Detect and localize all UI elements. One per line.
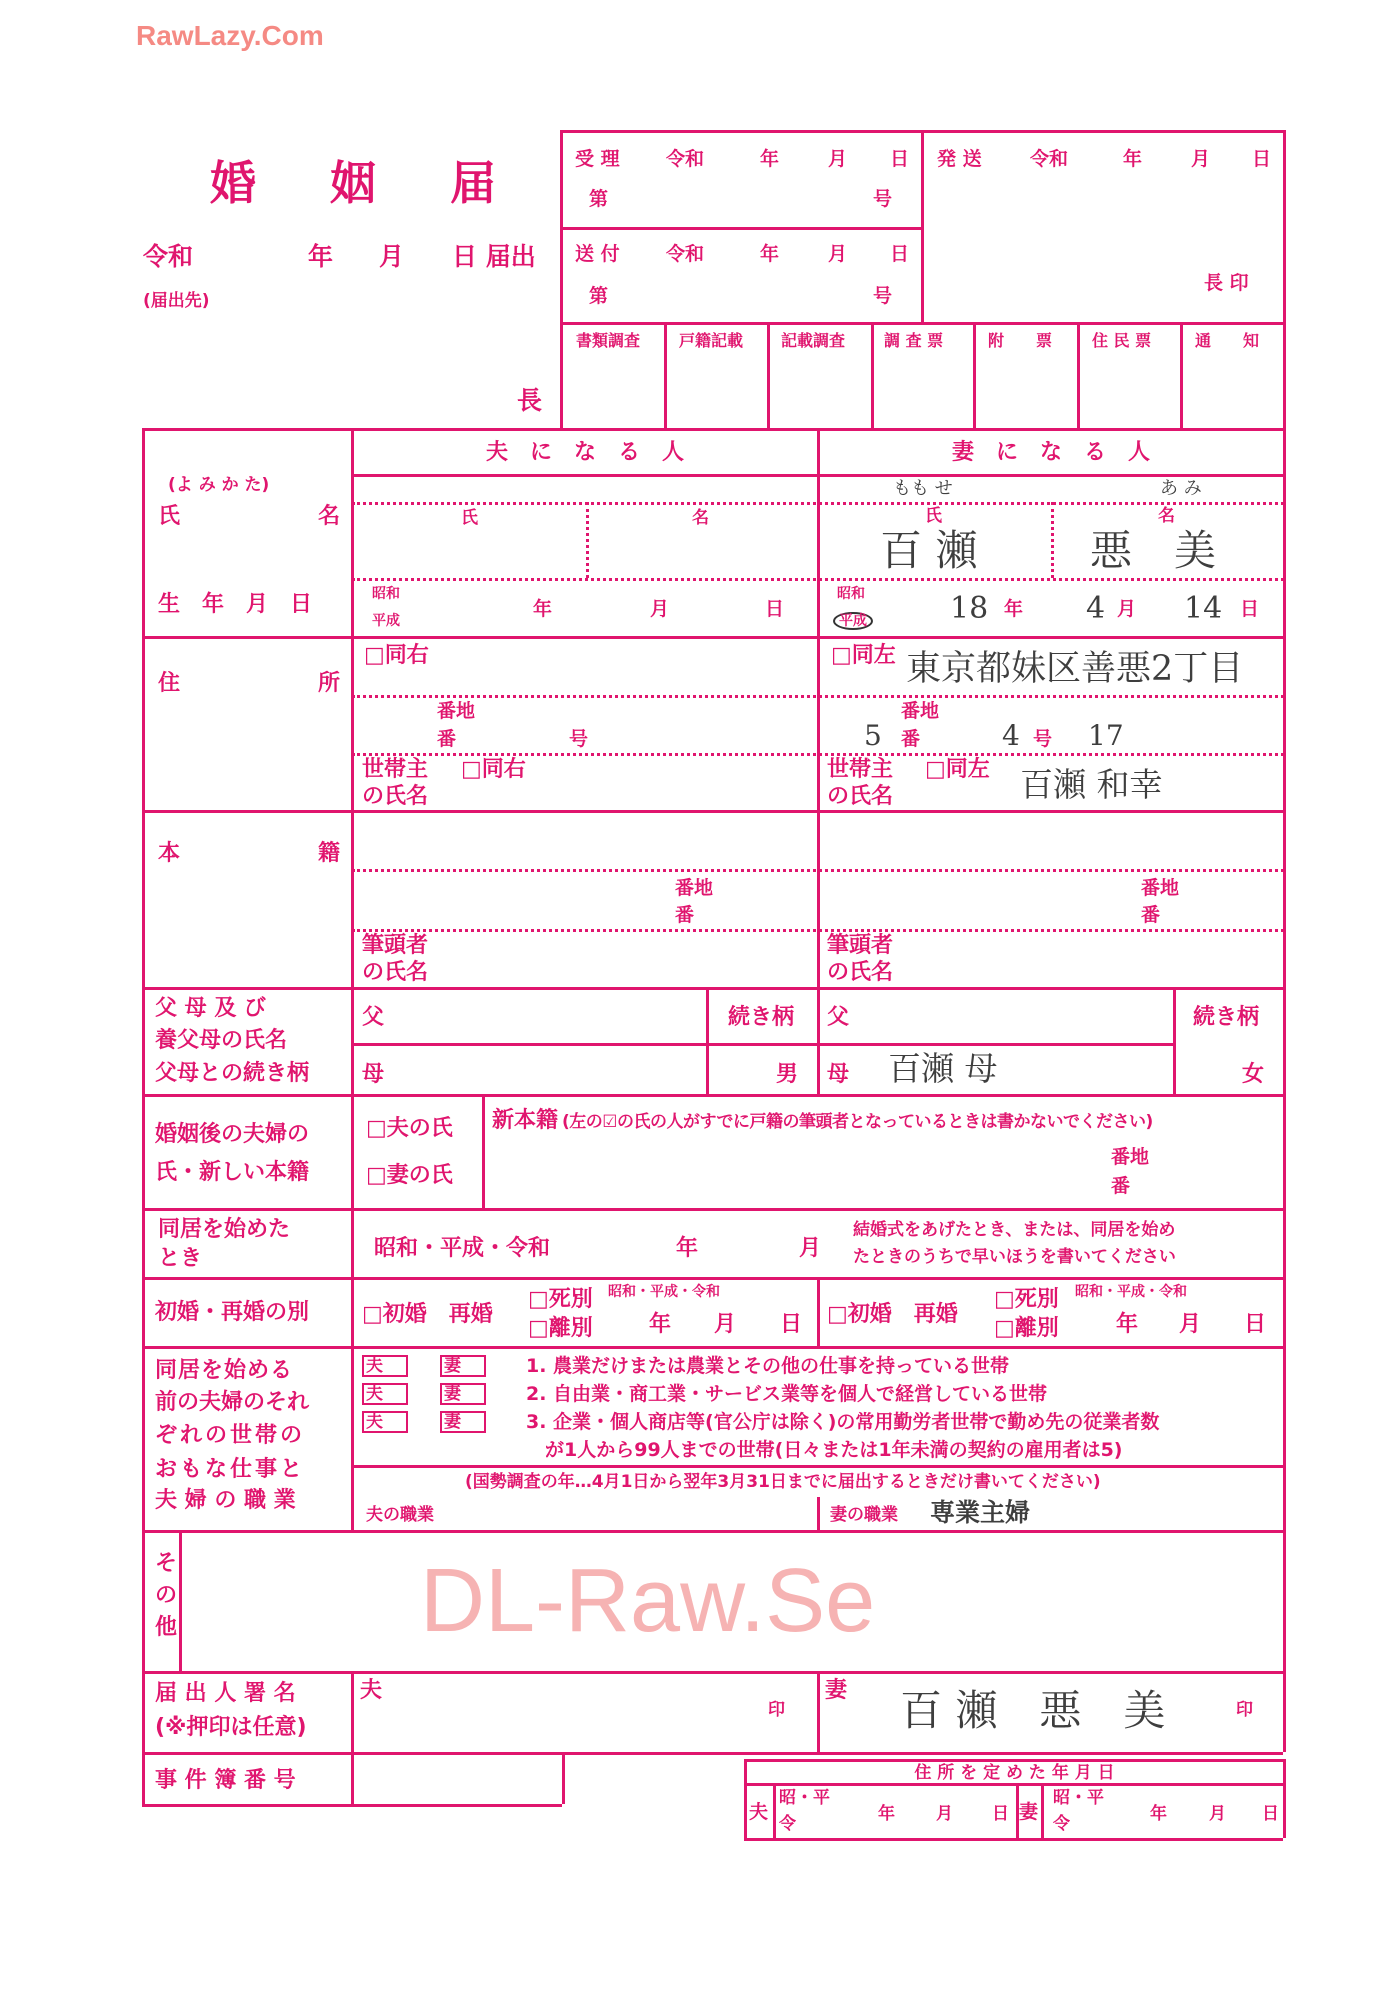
wife-type3-box[interactable]: [440, 1411, 486, 1433]
parents-label-1: 父 母 及 び: [155, 996, 266, 1021]
wife-surname-label: 氏: [925, 506, 942, 526]
wife-birth-year-value[interactable]: 18: [950, 591, 989, 626]
wife-address-same-checkbox[interactable]: □同左: [831, 643, 896, 668]
wife-given-field[interactable]: 悪 美: [1090, 526, 1217, 575]
form-rule: [1016, 1783, 1019, 1838]
wife-bereaved-checkbox[interactable]: □死別: [994, 1287, 1059, 1312]
form-rule: [351, 1465, 1283, 1468]
wife-birth-year-label: 年: [1004, 598, 1024, 620]
send-era: 令和: [1030, 148, 1069, 170]
submit-era: 令和: [143, 242, 194, 271]
husband-bereaved-checkbox[interactable]: □死別: [528, 1287, 593, 1312]
husband-remarriage-day: 日: [780, 1312, 803, 1337]
forward-dai: 第: [589, 285, 609, 307]
wife-surname-checkbox[interactable]: □妻の氏: [366, 1163, 453, 1188]
signature-label-2: (※押印は任意): [155, 1715, 307, 1740]
signature-label-1: 届 出 人 署 名: [155, 1681, 296, 1706]
box-label: 妻: [444, 1384, 461, 1404]
other-label-1: そ: [155, 1551, 178, 1576]
form-rule: [351, 428, 354, 1530]
form-rule: [560, 130, 563, 428]
submit-day: 日 届出: [452, 242, 536, 271]
form-dotted-rule: [352, 929, 1284, 932]
box-label: 妻: [444, 1412, 461, 1432]
address-label-2: 所: [318, 671, 341, 696]
birth-label: 生 年 月 日: [158, 592, 313, 617]
wife-remarriage-day: 日: [1244, 1312, 1267, 1337]
honseki-label-2: 籍: [318, 841, 341, 866]
box-label: 夫: [366, 1356, 383, 1376]
occupation-label-1: 同居を始める: [155, 1358, 294, 1383]
wife-ban: 番: [901, 728, 921, 750]
other-label-2: の: [155, 1583, 178, 1608]
form-dotted-rule: [352, 502, 1284, 505]
husband-householder-label-2: の氏名: [362, 784, 429, 809]
wife-job-label: 妻の職業: [830, 1505, 898, 1525]
cohabit-label-2: とき: [158, 1246, 203, 1271]
husband-job-label: 夫の職業: [366, 1505, 434, 1525]
send-day: 日: [1252, 148, 1272, 170]
husband-householder-label-1: 世帯主: [362, 757, 429, 782]
wife-remarriage-year: 年: [1116, 1312, 1139, 1337]
wife-father-label: 父: [827, 1005, 850, 1030]
husband-go: 号: [569, 728, 589, 750]
form-rule: [773, 1783, 776, 1838]
send-year: 年: [1123, 148, 1143, 170]
form-rule: [142, 1346, 1283, 1349]
wife-birth-day-value[interactable]: 14: [1184, 591, 1223, 626]
address-date-husband-month: 月: [936, 1804, 953, 1824]
husband-given-label: 名: [692, 508, 709, 528]
wife-signature-field[interactable]: 百 瀬 悪 美: [900, 1686, 1166, 1735]
wife-furigana-given[interactable]: あ み: [1160, 478, 1202, 499]
wife-mother-field[interactable]: 百瀬 母: [888, 1049, 998, 1088]
occupation-item-3: 3. 企業・個人商店等(官公庁は除く)の常用勤労者世帯で勤め先の従業者数: [526, 1411, 1160, 1433]
form-rule: [142, 1752, 1283, 1755]
form-rule: [1041, 1783, 1044, 1838]
chief-seal-label: 長 印: [1204, 272, 1249, 294]
after-marriage-label-1: 婚姻後の夫婦の: [155, 1122, 310, 1147]
name-label-2: 名: [318, 504, 341, 529]
wife-address-field[interactable]: 東京都妹区善悪2丁目: [906, 649, 1244, 689]
form-rule: [1283, 1759, 1286, 1838]
wife-householder-label-1: 世帯主: [827, 757, 894, 782]
form-rule: [767, 322, 770, 428]
form-dotted-rule: [352, 753, 1284, 756]
wife-householder-label-2: の氏名: [827, 784, 894, 809]
form-rule: [562, 1752, 565, 1804]
form-rule: [1173, 987, 1176, 1094]
address-date-husband-year: 年: [878, 1804, 895, 1824]
wife-address-ban-value[interactable]: 5: [864, 719, 882, 752]
receipt-month: 月: [828, 148, 848, 170]
form-rule: [142, 1671, 1283, 1674]
form-rule: [664, 322, 667, 428]
wife-householder-field[interactable]: 百瀬 和幸: [1020, 765, 1163, 804]
cell-entry-check: 記載調査: [781, 331, 846, 350]
send-month: 月: [1191, 148, 1211, 170]
husband-type1-box[interactable]: [362, 1355, 408, 1377]
form-rule: [351, 1671, 354, 1804]
address-date-wife-month: 月: [1209, 1804, 1226, 1824]
husband-surname-label: 氏: [461, 508, 478, 528]
address-date-wife-rei: 令: [1053, 1814, 1070, 1834]
form-title-1: 婚: [210, 156, 256, 210]
wife-type1-box[interactable]: [440, 1355, 486, 1377]
form-rule: [817, 428, 820, 1094]
occupation-item-1: 1. 農業だけまたは農業とその他の仕事を持っている世帯: [526, 1355, 1010, 1377]
receipt-day: 日: [890, 148, 910, 170]
form-rule: [921, 130, 924, 322]
husband-type3-box[interactable]: [362, 1411, 408, 1433]
form-rule: [817, 1671, 820, 1752]
cell-survey-slip: 調 査 票: [884, 331, 944, 350]
form-rule: [142, 428, 1283, 431]
new-honseki-label: 新本籍: [492, 1108, 559, 1133]
address-date-husband-rei: 令: [779, 1814, 796, 1834]
cohabit-era: 昭和・平成・令和: [374, 1236, 551, 1261]
cell-registry-entry: 戸籍記載: [679, 331, 744, 350]
address-date-wife-era: 昭・平: [1053, 1788, 1104, 1808]
wife-banchi: 番地: [901, 700, 940, 722]
forward-month: 月: [828, 243, 848, 265]
occupation-item-2: 2. 自由業・商工業・サービス業等を個人で経営している世帯: [526, 1383, 1048, 1405]
wife-remarriage-era: 昭和・平成・令和: [1075, 1284, 1187, 1300]
form-rule: [744, 1759, 747, 1838]
form-rule: [142, 428, 145, 1804]
wife-householder-same-checkbox[interactable]: □同左: [925, 757, 990, 782]
occupation-label-3: ぞれの世帯の: [155, 1423, 306, 1448]
occupation-label-4: おもな仕事と: [155, 1457, 306, 1482]
wife-surname-field[interactable]: 百 瀬: [880, 526, 978, 575]
new-honseki-banchi: 番地: [1111, 1146, 1150, 1168]
send-label: 発 送: [937, 148, 982, 170]
form-rule: [142, 1094, 1283, 1097]
wife-type2-box[interactable]: [440, 1383, 486, 1405]
new-honseki-ban: 番: [1111, 1175, 1131, 1197]
case-number-label: 事 件 簿 番 号: [155, 1768, 296, 1793]
husband-householder-same-checkbox[interactable]: □同右: [461, 757, 526, 782]
husband-remarriage-era: 昭和・平成・令和: [608, 1284, 720, 1300]
husband-showa: 昭和: [372, 586, 400, 602]
address-date-husband-era: 昭・平: [779, 1788, 830, 1808]
cohabit-month: 月: [799, 1236, 822, 1261]
forward-go: 号: [873, 285, 893, 307]
destination-label: (届出先): [143, 291, 210, 311]
form-rule: [871, 322, 874, 428]
cell-notice: 通 知: [1195, 331, 1260, 350]
form-rule: [1077, 322, 1080, 428]
husband-seal-label: 印: [768, 1700, 785, 1720]
form-rule: [351, 474, 1283, 477]
wife-furigana-surname[interactable]: もも せ: [893, 478, 953, 499]
husband-birth-month: 月: [650, 598, 670, 620]
wife-address-extra-value[interactable]: 17: [1088, 719, 1124, 752]
wife-birth-month-label: 月: [1117, 598, 1137, 620]
husband-head-label-1: 筆頭者: [362, 933, 429, 958]
occupation-label-5: 夫 婦 の 職 業: [155, 1488, 296, 1513]
occupation-item-3-cont: が1人から99人までの世帯(日々または1年未満の契約の雇用者は5): [526, 1439, 1123, 1461]
address-date-label: 住 所 を 定 め た 年 月 日: [914, 1763, 1115, 1783]
address-label-1: 住: [158, 671, 181, 696]
wife-column-header: 妻 に な る 人: [951, 440, 1150, 465]
after-marriage-label-2: 氏・新しい本籍: [155, 1160, 310, 1185]
husband-honseki-ban: 番: [675, 904, 695, 926]
cohabit-label-1: 同居を始めた: [158, 1217, 291, 1242]
form-rule: [142, 987, 1283, 990]
wife-go: 号: [1033, 728, 1053, 750]
husband-honseki-banchi: 番地: [675, 877, 714, 899]
form-rule: [1283, 130, 1286, 428]
form-rule: [142, 1804, 562, 1807]
husband-banchi: 番地: [437, 700, 476, 722]
watermark-top: RawLazy.Com: [136, 20, 324, 51]
husband-birth-year: 年: [533, 598, 553, 620]
form-dotted-rule: [586, 502, 589, 578]
wife-honseki-ban: 番: [1141, 904, 1161, 926]
address-date-wife: 妻: [1019, 1801, 1039, 1823]
form-dotted-rule: [352, 578, 1284, 581]
receipt-go: 号: [873, 188, 893, 210]
form-rule: [744, 1759, 1283, 1762]
form-title-3: 届: [450, 156, 496, 210]
cohabit-note-2: たときのうちで早いほうを書いてください: [853, 1247, 1176, 1267]
parents-label-3: 父母との続き柄: [155, 1061, 310, 1086]
other-label-3: 他: [155, 1615, 178, 1640]
yomikata-label: (よ み か た): [168, 475, 270, 495]
occupation-label-2: 前の夫婦のそれ: [155, 1390, 310, 1415]
form-rule: [744, 1838, 1283, 1841]
form-rule: [560, 227, 921, 230]
wife-address-go-value[interactable]: 4: [1002, 719, 1020, 752]
husband-signature-label: 夫: [360, 1678, 383, 1703]
parents-label-2: 養父母の氏名: [155, 1028, 288, 1053]
form-rule: [142, 1277, 1283, 1280]
address-date-wife-year: 年: [1150, 1804, 1167, 1824]
wife-given-label: 名: [1158, 506, 1175, 526]
husband-birth-day: 日: [765, 598, 785, 620]
box-label: 夫: [366, 1384, 383, 1404]
cell-attached-slip: 附 票: [988, 331, 1053, 350]
wife-showa: 昭和: [837, 586, 865, 602]
name-label-1: 氏: [158, 504, 181, 529]
marriage-type-label: 初婚・再婚の別: [155, 1300, 310, 1325]
form-rule: [351, 1043, 1173, 1046]
forward-year: 年: [760, 243, 780, 265]
forward-label: 送 付: [575, 243, 620, 265]
cell-document-check: 書類調査: [576, 331, 641, 350]
cell-resident-slip: 住 民 票: [1092, 331, 1152, 350]
husband-ban: 番: [437, 728, 457, 750]
box-label: 妻: [444, 1356, 461, 1376]
receipt-year: 年: [760, 148, 780, 170]
wife-relation-value: 女: [1242, 1062, 1265, 1087]
wife-head-label-1: 筆頭者: [827, 933, 894, 958]
husband-head-label-2: の氏名: [362, 960, 429, 985]
wife-birth-month-value[interactable]: 4: [1086, 591, 1106, 626]
form-rule: [142, 636, 1283, 639]
new-honseki-note: (左の☑の氏の人がすでに戸籍の筆頭者となっているときは書かないでください): [562, 1112, 1153, 1132]
honseki-label-1: 本: [158, 841, 181, 866]
husband-remarriage-month: 月: [714, 1312, 737, 1337]
husband-mother-label: 母: [362, 1062, 385, 1087]
wife-heisei-circled[interactable]: 平成: [833, 612, 873, 630]
wife-job-field[interactable]: 専業主婦: [930, 1498, 1031, 1527]
form-rule: [482, 1094, 485, 1208]
receipt-label: 受 理: [575, 148, 620, 170]
form-rule: [142, 1530, 1283, 1533]
form-rule: [817, 1497, 820, 1530]
husband-relation-label: 続き柄: [728, 1005, 795, 1030]
husband-relation-value: 男: [776, 1062, 799, 1087]
wife-seal-label: 印: [1236, 1700, 1253, 1720]
husband-first-marriage-checkbox[interactable]: □初婚 再婚: [362, 1302, 493, 1327]
form-rule: [1180, 322, 1183, 428]
submit-year: 年: [308, 242, 334, 271]
wife-relation-label: 続き柄: [1193, 1005, 1260, 1030]
wife-birth-day-label: 日: [1240, 598, 1260, 620]
form-rule: [973, 322, 976, 428]
address-date-wife-day: 日: [1262, 1804, 1279, 1824]
wife-remarriage-month: 月: [1179, 1312, 1202, 1337]
receipt-era: 令和: [666, 148, 705, 170]
form-rule: [817, 1277, 820, 1346]
chief-label: 長: [517, 386, 543, 415]
submit-month: 月: [379, 242, 405, 271]
form-dotted-rule: [352, 695, 1284, 698]
address-date-husband: 夫: [749, 1801, 769, 1823]
form-rule: [1283, 428, 1286, 1752]
forward-era: 令和: [666, 243, 705, 265]
form-rule: [179, 1530, 182, 1671]
wife-first-marriage-checkbox[interactable]: □初婚 再婚: [827, 1302, 958, 1327]
husband-heisei: 平成: [372, 613, 400, 629]
wife-honseki-banchi: 番地: [1141, 877, 1180, 899]
form-rule: [142, 1208, 1283, 1211]
watermark-mid: DL-Raw.Se: [420, 1551, 876, 1651]
form-rule: [142, 810, 1283, 813]
form-dotted-rule: [1051, 502, 1054, 578]
cohabit-year: 年: [676, 1236, 699, 1261]
wife-head-label-2: の氏名: [827, 960, 894, 985]
form-rule: [706, 987, 709, 1094]
form-dotted-rule: [352, 869, 1284, 872]
husband-column-header: 夫 に な る 人: [485, 440, 684, 465]
wife-signature-label: 妻: [825, 1678, 848, 1703]
form-rule: [560, 322, 1283, 325]
wife-divorced-checkbox[interactable]: □離別: [994, 1316, 1059, 1341]
cohabit-note-1: 結婚式をあげたとき、または、同居を始め: [853, 1220, 1176, 1240]
husband-remarriage-year: 年: [649, 1312, 672, 1337]
husband-address-same-checkbox[interactable]: □同右: [364, 643, 429, 668]
husband-type2-box[interactable]: [362, 1383, 408, 1405]
husband-father-label: 父: [362, 1005, 385, 1030]
forward-day: 日: [890, 243, 910, 265]
wife-mother-label: 母: [827, 1062, 850, 1087]
husband-surname-checkbox[interactable]: □夫の氏: [366, 1116, 453, 1141]
form-rule: [744, 1783, 1283, 1786]
form-title-2: 姻: [330, 156, 376, 210]
census-note: (国勢調査の年…4月1日から翌年3月31日までに届出するときだけ書いてください): [465, 1472, 1101, 1492]
husband-divorced-checkbox[interactable]: □離別: [528, 1316, 593, 1341]
address-date-husband-day: 日: [992, 1804, 1009, 1824]
box-label: 夫: [366, 1412, 383, 1432]
receipt-dai: 第: [589, 188, 609, 210]
